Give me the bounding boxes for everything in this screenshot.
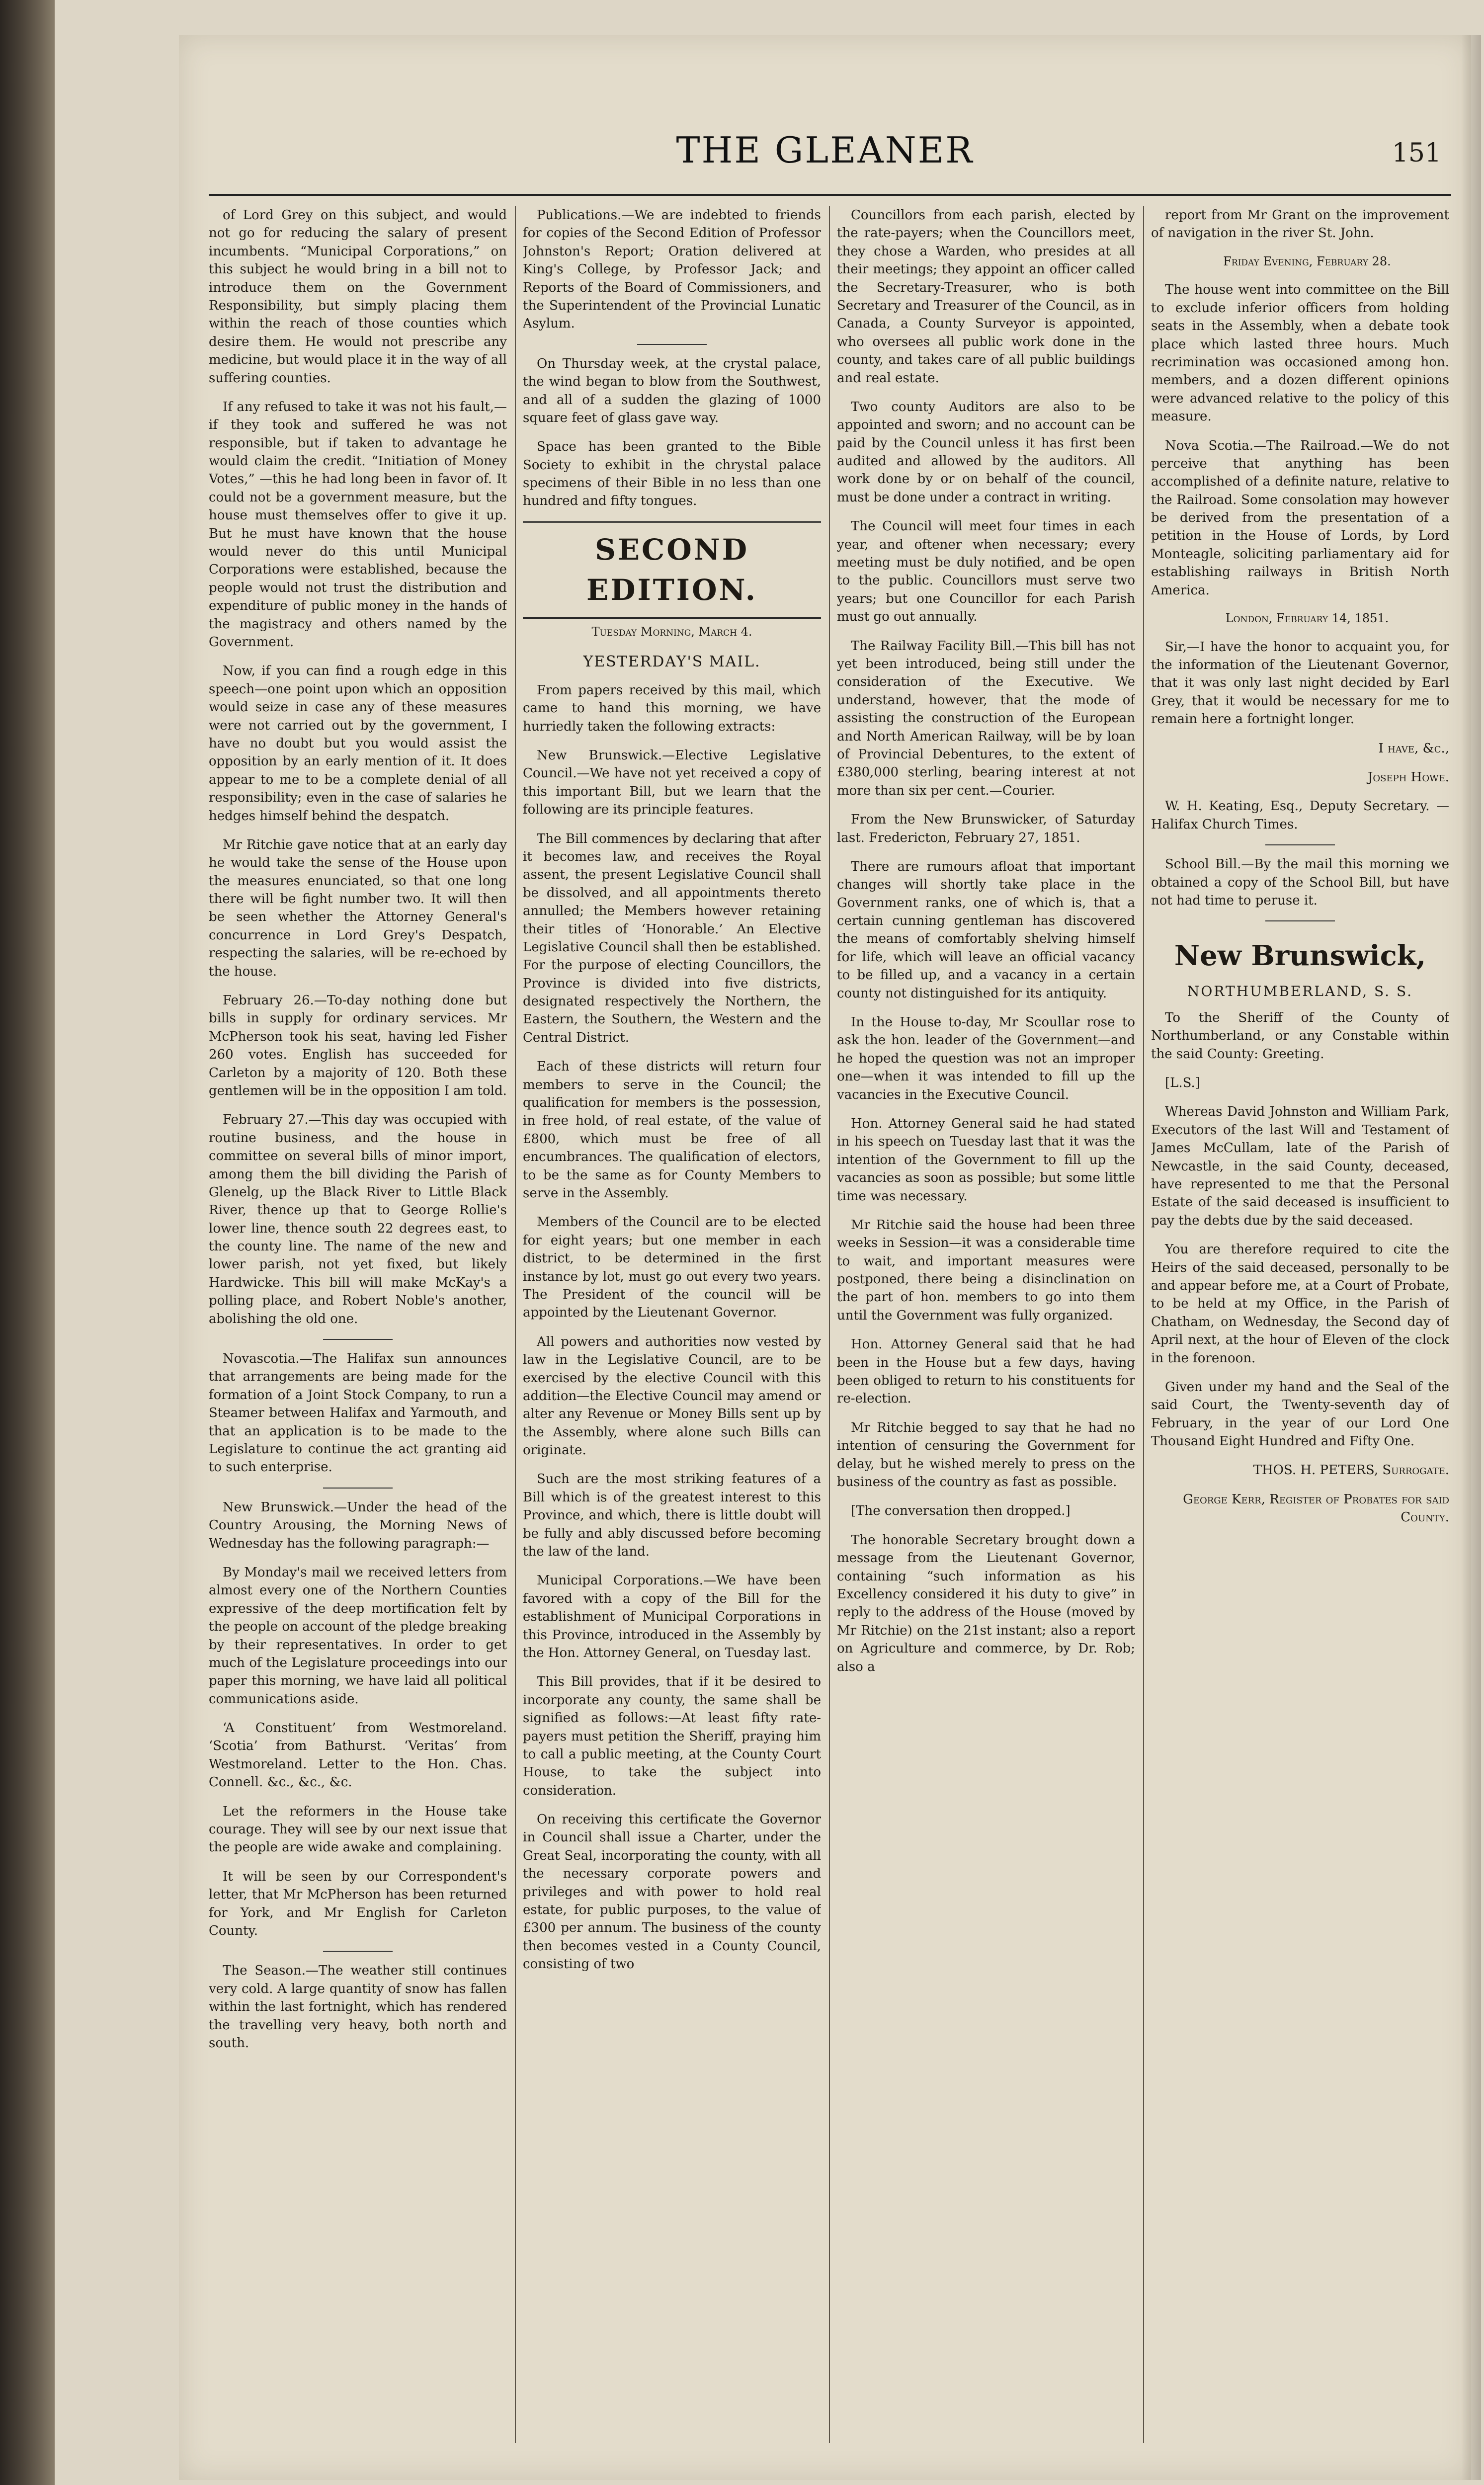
second-edition-heading: SECOND EDITION. xyxy=(523,521,821,619)
paragraph: Hon. Attorney General said that he had been in the House but a few days, having been obliged to return to his constituents for re-election. xyxy=(837,1337,1135,1407)
signature: Joseph Howe. xyxy=(1367,769,1449,785)
paragraph: Two county Auditors are also to be appointed and sworn; and no account can be paid by the Council unless it has first been audited and allowed by the auditors. All work done by or on behalf of the council, must be done under a contract in writing. xyxy=(837,399,1135,505)
paragraph: Now, if you can find a rough edge in this speech—one point upon which an opposition would seize in case any of these measures were not carried out by the government, I have no doubt but you would assist the opposition by an early mention of it. It does appear to me to be a complete denial of all responsibility; even in the case of salaries he hedges himself behind the despatch. xyxy=(209,663,507,824)
paragraph: You are therefore required to cite the Heirs of the said deceased, personally to be and appear before me, at a Court of Probate, to be held at my Office, in the Parish of Chatham, on Wednesday, the Second day of April next, at the hour of Eleven of the clock in the forenoon. xyxy=(1151,1242,1449,1366)
paragraph: The Council will meet four times in each year, and oftener when necessary; every meeting must be duly notified, and be open to the public. Councillors must serve two years; but one Councillor for each Parish must go out annually. xyxy=(837,519,1135,625)
paragraph: The honorable Secretary brought down a message from the Lieutenant Governor, containing “such information as his Excellency considered it his duty to give” in reply to the address of the House (moved by Mr Ritchie) on the 21st instant; also a report on Agriculture and commerce, by Dr. Rob; also a xyxy=(837,1532,1135,1674)
paragraph: If any refused to take it was not his fault,—if they took and suffered he was not responsible, but if taken to advantage he would claim the credit. “Initiation of Money Votes,” —this he had long been in favor of. It could not be a government measure, but the house must themselves offer to give it up. But he must have known that the house would never do this until Municipal Corporations were established, because the people would not trust the distribution and expenditure of public money in the hands of the magistracy and others named by the Government. xyxy=(209,399,507,650)
paragraph: New Brunswick.—Elective Legislative Council.—We have not yet received a copy of this important Bill, but we learn that the following are its principle features. xyxy=(523,748,821,818)
columns xyxy=(209,206,1451,2443)
paragraph: Members of the Council are to be elected for eight years; but one member in each district, to be determined in the first instance by lot, must go out every two years. The President of the council will be appointed by the Lieutenant Governor. xyxy=(523,1215,821,1321)
paragraph: Councillors from each parish, elected by the rate-payers; when the Councillors meet, they chose a Warden, who presides at all their meetings; they appoint an officer called the Secretary-Treasurer, who is both Secretary and Treasurer of the Council, as in Canada, a County Surveyor is appointed, who oversees all public work done in the county, and takes care of all public buildings and real estate. xyxy=(837,208,1135,386)
paragraph: On receiving this certificate the Governor in Council shall issue a Charter, under the Great Seal, incorporating the county, with all the necessary corporate powers and privileges and with power to hold real estate, for public purposes, to the value of £300 per annum. The business of the county then becomes vested in a County Council, consisting of two xyxy=(523,1812,821,1972)
dateline: Tuesday Morning, March 4. xyxy=(591,625,752,639)
newspaper-page xyxy=(179,35,1471,2480)
paragraph: February 27.—This day was occupied with routine business, and the house in committee on several bills of minor import, among them the bill dividing the Parish of Glenelg, up the Black River to Little Black River, thence up that to George Rollie's lower line, thence south 22 degrees east, to the county line. The name of the new and lower parish, not yet fixed, but likely Hardwicke. This bill will make McKay's a polling place, and Robert Noble's another, abolishing the old one. xyxy=(209,1112,507,1326)
paragraph: [The conversation then dropped.] xyxy=(851,1503,1071,1519)
column-4 xyxy=(1151,206,1449,2443)
paragraph: The Railway Facility Bill.—This bill has not yet been introduced, being still under the consideration of the Executive. We understand, however, that the mode of assisting the construction of the European and North American Railway, will be by loan of Provincial Debentures, to the extent of £380,000 sterling, bearing interest at not more than six per cent.—Courier. xyxy=(837,638,1135,798)
masthead: THE GLEANER xyxy=(676,129,974,171)
paragraph: Let the reformers in the House take courage. They will see by our next issue that the people are wide awake and complaining. xyxy=(209,1804,507,1855)
paragraph: School Bill.—By the mail this morning we obtained a copy of the School Bill, but have not had time to peruse it. xyxy=(1151,857,1449,908)
signature: THOS. H. PETERS, Surrogate. xyxy=(1253,1463,1449,1478)
letter-date: London, February 14, 1851. xyxy=(1225,611,1389,626)
paragraph: Space has been granted to the Bible Society to exhibit in the chrystal palace specimens of their Bible in no less than one hundred and fifty tongues. xyxy=(523,439,821,509)
paragraph: Novascotia.—The Halifax sun announces that arrangements are being made for the formation of a Joint Stock Company, to run a Steamer between Halifax and Yarmouth, and that an application is to be made to the Legislature to continue the act granting aid to such enterprise. xyxy=(209,1351,507,1475)
paragraph: New Brunswick.—Under the head of the Country Arousing, the Morning News of Wednesday has the following paragraph:— xyxy=(209,1499,507,1551)
paragraph: Hon. Attorney General said he had stated in his speech on Tuesday last that it was the intention of the Government to fill up the vacancies as soon as possible; but some little time was necessary. xyxy=(837,1116,1135,1204)
paragraph: Such are the most striking features of a Bill which is of the greatest interest to this Province, and which, there is little doubt will be fully and ably discussed before becoming the law of the land. xyxy=(523,1472,821,1560)
paragraph: To the Sheriff of the County of Northumberland, or any Constable within the said County: Greeting. xyxy=(1151,1010,1449,1062)
running-head xyxy=(179,129,1471,184)
paragraph: Mr Ritchie gave notice that at an early day he would take the sense of the House upon the measures enunciated, so that one long there will be fight number two. It will then be seen whether the Attorney General's concurrence in Lord Grey's Despatch, respecting the salaries, will be re-echoed by the house. xyxy=(209,837,507,979)
divider xyxy=(323,1951,393,1952)
paragraph: Mr Ritchie said the house had been three weeks in Session—it was a considerable time to wait, and important measures were postponed, there being a disinclination on the part of hon. members to go into them until the Government was fully organized. xyxy=(837,1217,1135,1323)
paragraph: This Bill provides, that if it be desired to incorporate any county, the same shall be signified as follows:—At least fifty rate-payers must petition the Sheriff, praying him to call a public meeting, at the County Court House, to take the subject into consideration. xyxy=(523,1674,821,1798)
paragraph: Whereas David Johnston and William Park, Executors of the last Will and Testament of James McCullam, late of the Parish of Newcastle, in the said County, deceased, have represented to me that the Personal Estate of the said deceased is insufficient to pay the debts due by the said deceased. xyxy=(1151,1104,1449,1228)
paragraph: Nova Scotia.—The Railroad.—We do not perceive that anything has been accomplished of a definite nature, relative to the Railroad. Some consolation may however be derived from the presentation of a petition in the House of Lords, by Lord Monteagle, soliciting parliamentary aid for establishing railways in British North America. xyxy=(1151,438,1449,598)
paragraph: From papers received by this mail, which came to hand this morning, we have hurriedly taken the following extracts: xyxy=(523,682,821,734)
paragraph: There are rumours afloat that important changes will shortly take place in the Government ranks, one of which is, that a certain cunning gentleman has discovered the means of comfortably shelving himself for life, which will leave an official vacancy to be filled up, and a vacancy in a certain county not distinguished for its antiquity. xyxy=(837,859,1135,1001)
paragraph: Publications.—We are indebted to friends for copies of the Second Edition of Professor Johnston's Report; Oration delivered at King's College, by Professor Jack; and Reports of the Board of Commissioners, and the Superintendent of the Provincial Lunatic Asylum. xyxy=(523,208,821,331)
column-2 xyxy=(523,206,821,2443)
column-1 xyxy=(209,206,507,2443)
notice-county: NORTHUMBERLAND, S. S. xyxy=(1187,983,1413,999)
paragraph: The Season.—The weather still continues very cold. A large quantity of snow has fallen within the last fortnight, which has rendered the travelling very heavy, both north and south. xyxy=(209,1963,507,2051)
closing: I have, &c., xyxy=(1378,741,1449,756)
paragraph: Each of these districts will return four members to serve in the Council; the qualification for members is the possession, in free hold, of real estate, of the value of £800, which must be free of all encumbrances. The qualification of electors, to be the same as for County Members to serve in the Assembly. xyxy=(523,1059,821,1201)
book-binding xyxy=(0,0,55,2485)
paragraph: Given under my hand and the Seal of the said Court, the Twenty-seventh day of February, in the year of our Lord One Thousand Eight Hundred and Fifty One. xyxy=(1151,1379,1449,1449)
paragraph: of Lord Grey on this subject, and would not go for reducing the salary of present incumbents. “Municipal Corporations,” on this subject he would bring in a bill not to introduce them on the Government Responsibility, but simply placing them within the reach of those counties which desire them. He would not prescribe any medicine, but would place it in the way of all suffering counties. xyxy=(209,208,507,386)
column-rule xyxy=(515,206,516,2443)
paragraph: In the House to-day, Mr Scoullar rose to ask the hon. leader of the Government—and he hoped the question was not an improper one—when it was intended to fill up the vacancies in the Executive Council. xyxy=(837,1015,1135,1102)
header-rule xyxy=(209,194,1451,196)
paragraph: On Thursday week, at the crystal palace, the wind began to blow from the Southwest, and all of a sudden the glazing of 1000 square feet of glass gave way. xyxy=(523,356,821,425)
section-heading: YESTERDAY'S MAIL. xyxy=(583,653,761,670)
column-3 xyxy=(837,206,1135,2443)
paragraph: The Bill commences by declaring that after it becomes law, and receives the Royal assent, the present Legislative Council shall be dissolved, and all appointments thereto annulled; the Members however retaining their titles of ‘Honorable.’ An Elective Legislative Council shall then be established. For the purpose of electing Councillors, the Province is divided into five districts, designated respectively the Northern, the Eastern, the Southern, the Western and the Central District. xyxy=(523,831,821,1045)
paragraph: W. H. Keating, Esq., Deputy Secretary. —Halifax Church Times. xyxy=(1151,799,1449,832)
page-number: 151 xyxy=(1392,138,1441,168)
paragraph: report from Mr Grant on the improvement of navigation in the river St. John. xyxy=(1151,208,1449,241)
page-sheet xyxy=(55,0,1484,2485)
column-rule xyxy=(829,206,830,2443)
paragraph: By Monday's mail we received letters from almost every one of the Northern Counties expressive of the deep mortification felt by the people on account of the pledge breaking by their representatives. In order to get much of the Legislature proceedings into our paper this morning, we have laid all political communications aside. xyxy=(209,1565,507,1707)
divider xyxy=(637,344,707,345)
divider xyxy=(1265,920,1335,921)
divider xyxy=(1265,844,1335,845)
paragraph: Municipal Corporations.—We have been favored with a copy of the Bill for the establishment of Municipal Corporations in this Province, introduced in the Assembly by the Hon. Attorney General, on Tuesday last. xyxy=(523,1573,821,1660)
paragraph: February 26.—To-day nothing done but bills in supply for ordinary services. Mr McPherson took his seat, having led Fisher 260 votes. English has succeeded for Carleton by a majority of 120. Both these gentlemen will be in the opposition I am told. xyxy=(209,993,507,1098)
paragraph: Mr Ritchie begged to say that he had no intention of censuring the Government for delay, but he wished merely to press on the business of the country as fast as possible. xyxy=(837,1420,1135,1490)
paragraph: Sir,—I have the honor to acquaint you, for the information of the Lieutenant Governor, that it was only last night decided by Earl Grey, that it would be necessary for me to remain here a fortnight longer. xyxy=(1151,639,1449,727)
paragraph: It will be seen by our Correspondent's letter, that Mr McPherson has been returned for York, and Mr English for Carleton County. xyxy=(209,1869,507,1938)
column-rule xyxy=(1143,206,1144,2443)
divider xyxy=(323,1339,393,1340)
dateline: Friday Evening, February 28. xyxy=(1223,254,1391,268)
divider xyxy=(323,1488,393,1489)
paragraph: The house went into committee on the Bill to exclude inferior officers from holding seats in the Assembly, when a debate took place which lasted three hours. Much recrimination was occasioned among hon. members, and a dozen different opinions were advanced relative to the policy of this measure. xyxy=(1151,282,1449,424)
notice-title: New Brunswick, xyxy=(1174,939,1426,973)
paragraph: ‘A Constituent’ from Westmoreland. ‘Scotia’ from Bathurst. ‘Veritas’ from Westmoreland. Letter to the Hon. Chas. Connell. &c., &c., &c. xyxy=(209,1721,507,1790)
seal-mark: [L.S.] xyxy=(1165,1076,1200,1091)
paragraph: All powers and authorities now vested by law in the Legislative Council, are to be exercised by the elective Council with this addition—the Elective Council may amend or alter any Revenue or Money Bills sent up by the Assembly, where alone such Bills can originate. xyxy=(523,1334,821,1458)
signature: George Kerr, Register of Probates for said County. xyxy=(1183,1491,1449,1525)
paragraph: From the New Brunswicker, of Saturday last. Fredericton, February 27, 1851. xyxy=(837,812,1135,845)
